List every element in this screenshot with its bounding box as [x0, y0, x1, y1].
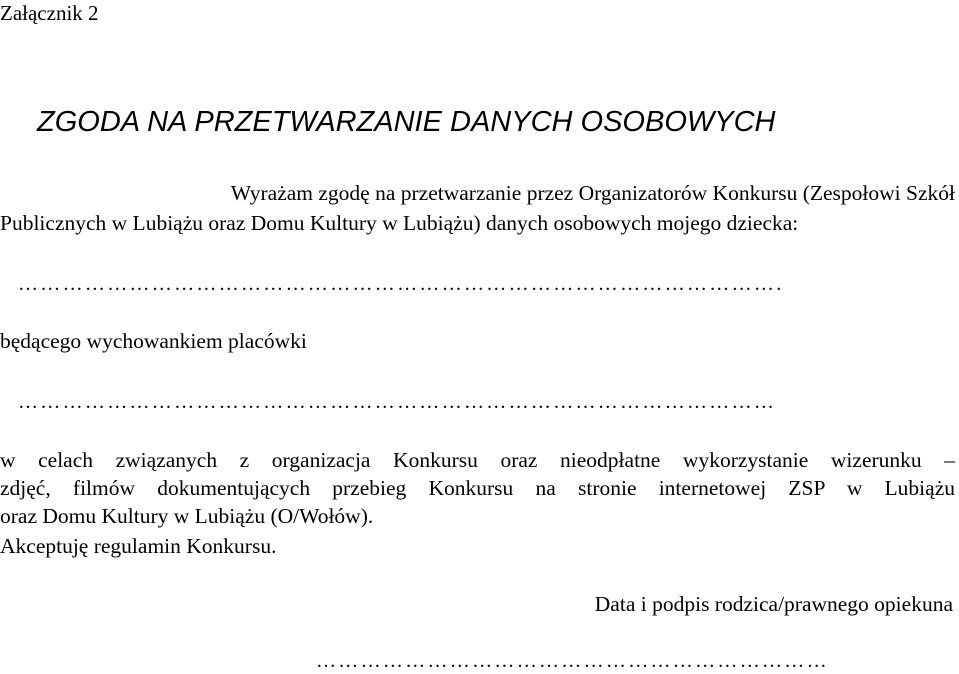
page-title: ZGODA NA PRZETWARZANIE DANYCH OSOBOWYCH — [37, 106, 776, 138]
annex-label: Załącznik 2 — [0, 1, 99, 25]
purpose-line-3: oraz Domu Kultury w Lubiążu (O/Wołów). — [0, 504, 374, 528]
consent-text-line-2: Publicznych w Lubiążu oraz Domu Kultury w Lubiążu) danych osobowych mojego dziecka: — [0, 211, 799, 235]
accept-rules-text: Akceptuję regulamin Konkursu. — [0, 534, 277, 558]
purpose-line-1: w celach związanych z organizacja Konkursu oraz nieodpłatne wykorzystanie wizerunku – — [0, 448, 955, 472]
signature-field[interactable]: …………………………………………………………… — [316, 650, 829, 672]
signature-label: Data i podpis rodzica/prawnego opiekuna — [594, 592, 953, 616]
child-name-field[interactable]: …………………………………………………………………………………………. — [18, 273, 784, 295]
facility-label: będącego wychowankiem placówki — [0, 329, 307, 353]
purpose-paragraph — [0, 446, 955, 530]
purpose-line-2: zdjęć, filmów dokumentujących przebieg Konkursu na stronie internetowej ZSP w Lubiążu — [0, 476, 955, 500]
consent-text-line-1: Wyrażam zgodę na przetwarzanie przez Organizatorów Konkursu (Zespołowi Szkół — [230, 181, 955, 205]
facility-name-field[interactable]: ………………………………………………………………………………………… — [18, 391, 777, 413]
